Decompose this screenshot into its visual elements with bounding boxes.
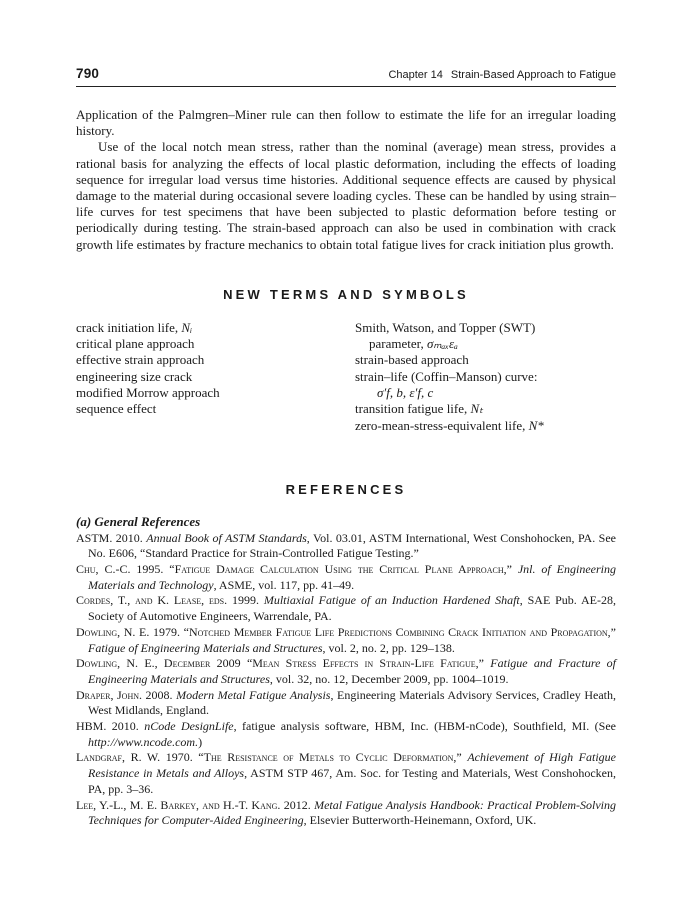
reference-item: Landgraf, R. W. 1970. “The Resistance of Metals to Cyclic Deformation,” Achievement of High Fatigue Resistance in Metals and Alloys, ASTM STP 467, Am. Soc. for Testing and Materials, West Conshohocken, PA, pp. 3–36. bbox=[76, 750, 616, 796]
chapter-heading bbox=[388, 69, 616, 81]
reference-url: http://www.ncode.com. bbox=[88, 734, 199, 749]
term-item: transition fatigue life, Nₜ bbox=[355, 401, 484, 417]
book-page bbox=[76, 66, 616, 829]
terms-right-column bbox=[355, 320, 616, 434]
reference-item: HBM. 2010. nCode DesignLife, fatigue analysis software, HBM, Inc. (HBM-nCode), Southfield, MI. (See http://www.ncode.com.) bbox=[76, 719, 616, 749]
reference-item: Dowling, N. E. 1979. “Notched Member Fatigue Life Predictions Combining Crack Initiation and Propagation,” Fatigue of Engineering Materials and Structures, vol. 2, no. 2, pp. 129–138. bbox=[76, 624, 616, 655]
term-item: critical plane approach bbox=[76, 336, 195, 352]
term-item: modified Morrow approach bbox=[76, 385, 220, 401]
reference-item: ASTM. 2010. Annual Book of ASTM Standards, Vol. 03.01, ASTM International, West Conshohocken, PA. See No. E606, “Standard Practice for Strain-Controlled Fatigue Testing.” bbox=[76, 530, 617, 561]
terms-list bbox=[76, 320, 616, 434]
term-item: effective strain approach bbox=[76, 352, 205, 368]
reference-item: Dowling, N. E., December 2009 “Mean Stress Effects in Strain-Life Fatigue,” Fatigue and Fracture of Engineering Materials and Structures, vol. 32, no. 12, December 2009, pp. 1004–1019. bbox=[76, 656, 617, 686]
running-header bbox=[76, 66, 616, 84]
term-item-continued: σ′f, b, ε′f, c bbox=[377, 385, 434, 401]
term-item: crack initiation life, Nᵢ bbox=[76, 319, 193, 335]
paragraph: Use of the local notch mean stress, rather than the nominal (average) mean stress, provides a rational basis for analyzing the effects of local plastic deformation, including the effects of loading sequence for irregular load versus time histories. Additional sequence effects are caused by physical damage to the material during occasional severe loading cycles. These can be handled by using strain–life curves for test specimens that have been subjected to plastic deformation before testing or periodically during testing. The strain-based approach can also be used in combination with crack growth life estimates by fracture mechanics to obtain total fatigue lives for crack initiation plus growth. bbox=[76, 139, 616, 252]
reference-item: Chu, C.-C. 1995. “Fatigue Damage Calculation Using the Critical Plane Approach,” Jnl. of Engineering Materials and Technology, ASME, vol. 117, pp. 41–49. bbox=[76, 562, 616, 592]
chapter-title: Strain-Based Approach to Fatigue bbox=[450, 69, 616, 81]
term-item: strain-based approach bbox=[355, 352, 469, 368]
references-heading: REFERENCES bbox=[285, 481, 407, 497]
reference-item: Lee, Y.-L., M. E. Barkey, and H.-T. Kang. 2012. Metal Fatigue Analysis Handbook: Practical Problem-Solving Techniques for Computer-Aided Engineering, Elsevier Butterworth-Heinemann, Oxford, UK. bbox=[76, 797, 617, 828]
paragraph: Application of the Palmgren–Miner rule can then follow to estimate the life for an irregular loading history. bbox=[76, 107, 616, 139]
term-item: zero-mean-stress-equivalent life, N* bbox=[355, 417, 544, 433]
term-item: engineering size crack bbox=[76, 368, 193, 384]
term-item: Smith, Watson, and Topper (SWT) bbox=[355, 319, 536, 335]
chapter-number: Chapter 14 bbox=[388, 69, 443, 81]
references-subheading: (a) General References bbox=[76, 513, 201, 529]
header-rule bbox=[76, 86, 616, 87]
terms-left-column bbox=[76, 320, 355, 434]
term-item-continued: parameter, σₘₐₓεₐ bbox=[369, 336, 458, 352]
reference-item: Draper, John. 2008. Modern Metal Fatigue Analysis, Engineering Materials Advisory Services, Cradley Heath, West Midlands, England. bbox=[76, 687, 616, 718]
page-number: 790 bbox=[76, 66, 100, 81]
references-list bbox=[76, 514, 616, 829]
term-item: sequence effect bbox=[76, 401, 157, 417]
term-item: strain–life (Coffin–Manson) curve: bbox=[355, 368, 538, 384]
new-terms-heading: NEW TERMS AND SYMBOLS bbox=[223, 286, 469, 302]
body-text bbox=[76, 107, 616, 253]
reference-item: Cordes, T., and K. Lease, eds. 1999. Multiaxial Fatigue of an Induction Hardened Shaft, SAE Pub. AE-28, Society of Automotive Engineers, Warrendale, PA. bbox=[76, 593, 616, 624]
